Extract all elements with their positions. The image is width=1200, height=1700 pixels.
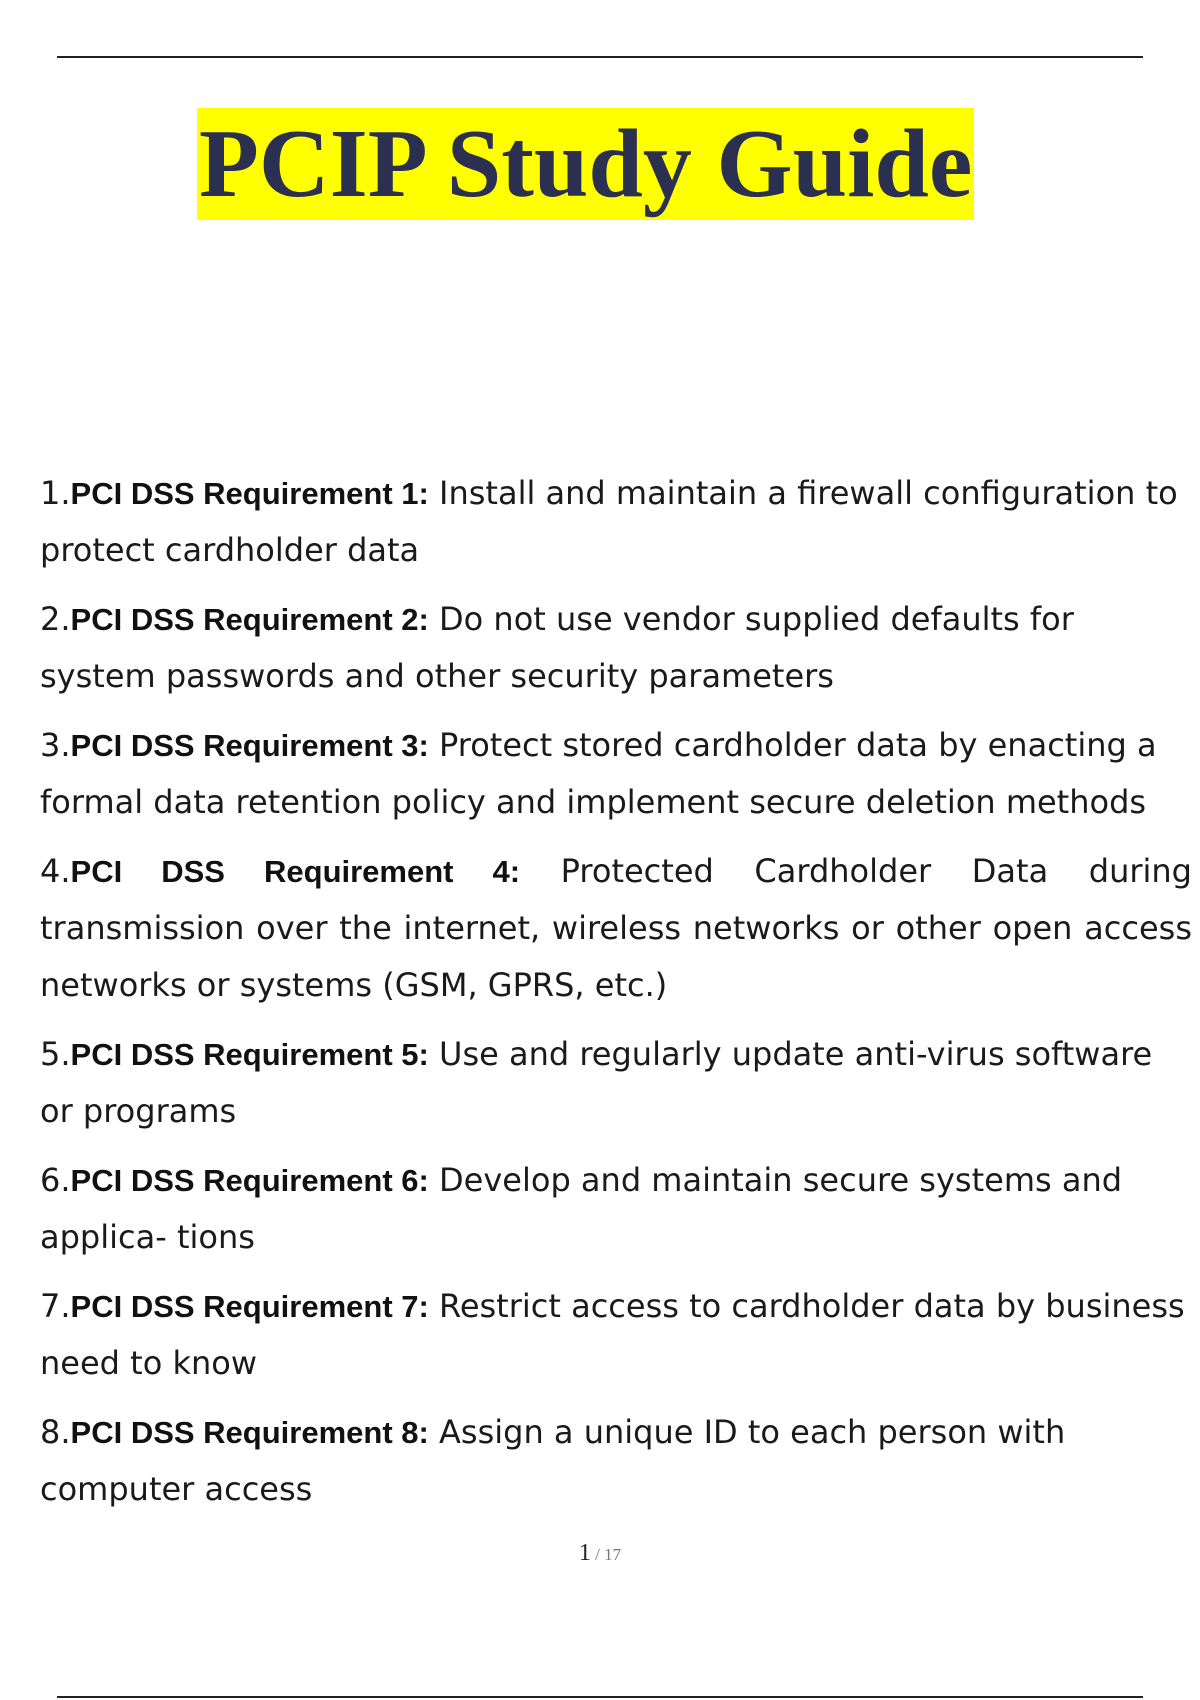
requirement-text: Develop and maintain secure systems and applica- tions	[40, 1161, 1123, 1256]
requirement-item-7	[40, 1278, 1192, 1392]
requirement-number: 1.	[40, 474, 71, 512]
requirement-item-5	[40, 1026, 1192, 1140]
requirements-list	[40, 465, 1192, 1530]
requirement-item-8	[40, 1404, 1192, 1518]
page-separator: /	[590, 1545, 605, 1564]
requirement-label: PCI DSS Requirement 5:	[70, 1037, 429, 1072]
requirement-label: PCI DSS Requirement 2:	[70, 602, 429, 637]
requirement-item-4	[40, 843, 1192, 1014]
top-divider	[57, 56, 1143, 58]
requirement-number: 4.	[40, 852, 71, 890]
requirement-label: PCI DSS Requirement 8:	[70, 1415, 429, 1450]
requirement-text: Assign a unique ID to each person with computer access	[40, 1413, 1066, 1508]
requirement-number: 8.	[40, 1413, 71, 1451]
requirement-text: Protect stored cardholder data by enacting a formal data retention policy and implement secure deletion methods	[40, 726, 1157, 821]
requirement-label: PCI DSS Requirement 3:	[70, 728, 429, 763]
requirement-text: Protected Cardholder Data during transmission over the internet, wireless networks or other open access networks or systems (GSM, GPRS, etc.)	[40, 852, 1192, 1004]
requirement-item-3	[40, 717, 1192, 831]
requirement-number: 3.	[40, 726, 71, 764]
requirement-number: 2.	[40, 600, 71, 638]
page-current: 1	[578, 1540, 591, 1566]
bottom-divider	[57, 1696, 1143, 1698]
page-total: 17	[604, 1545, 622, 1564]
requirement-item-1	[40, 465, 1192, 579]
document-title: PCIP Study Guide	[199, 110, 973, 218]
requirement-number: 5.	[40, 1035, 71, 1073]
requirement-label: PCI DSS Requirement 1:	[70, 476, 429, 511]
requirement-number: 6.	[40, 1161, 71, 1199]
requirement-label: PCI DSS Requirement 7:	[70, 1289, 429, 1324]
requirement-text: Install and maintain a firewall configuration to protect cardholder data	[40, 474, 1178, 569]
requirement-item-6	[40, 1152, 1192, 1266]
title-highlight	[197, 108, 974, 220]
requirement-label: PCI DSS Requirement 4:	[70, 854, 521, 889]
requirement-label: PCI DSS Requirement 6:	[70, 1163, 429, 1198]
requirement-text: Do not use vendor supplied defaults for system passwords and other security parameters	[40, 600, 1074, 695]
requirement-item-2	[40, 591, 1192, 705]
page-number	[0, 1540, 1200, 1567]
requirement-text: Use and regularly update anti-virus software or programs	[40, 1035, 1153, 1130]
requirement-number: 7.	[40, 1287, 71, 1325]
requirement-text: Restrict access to cardholder data by business need to know	[40, 1287, 1185, 1382]
